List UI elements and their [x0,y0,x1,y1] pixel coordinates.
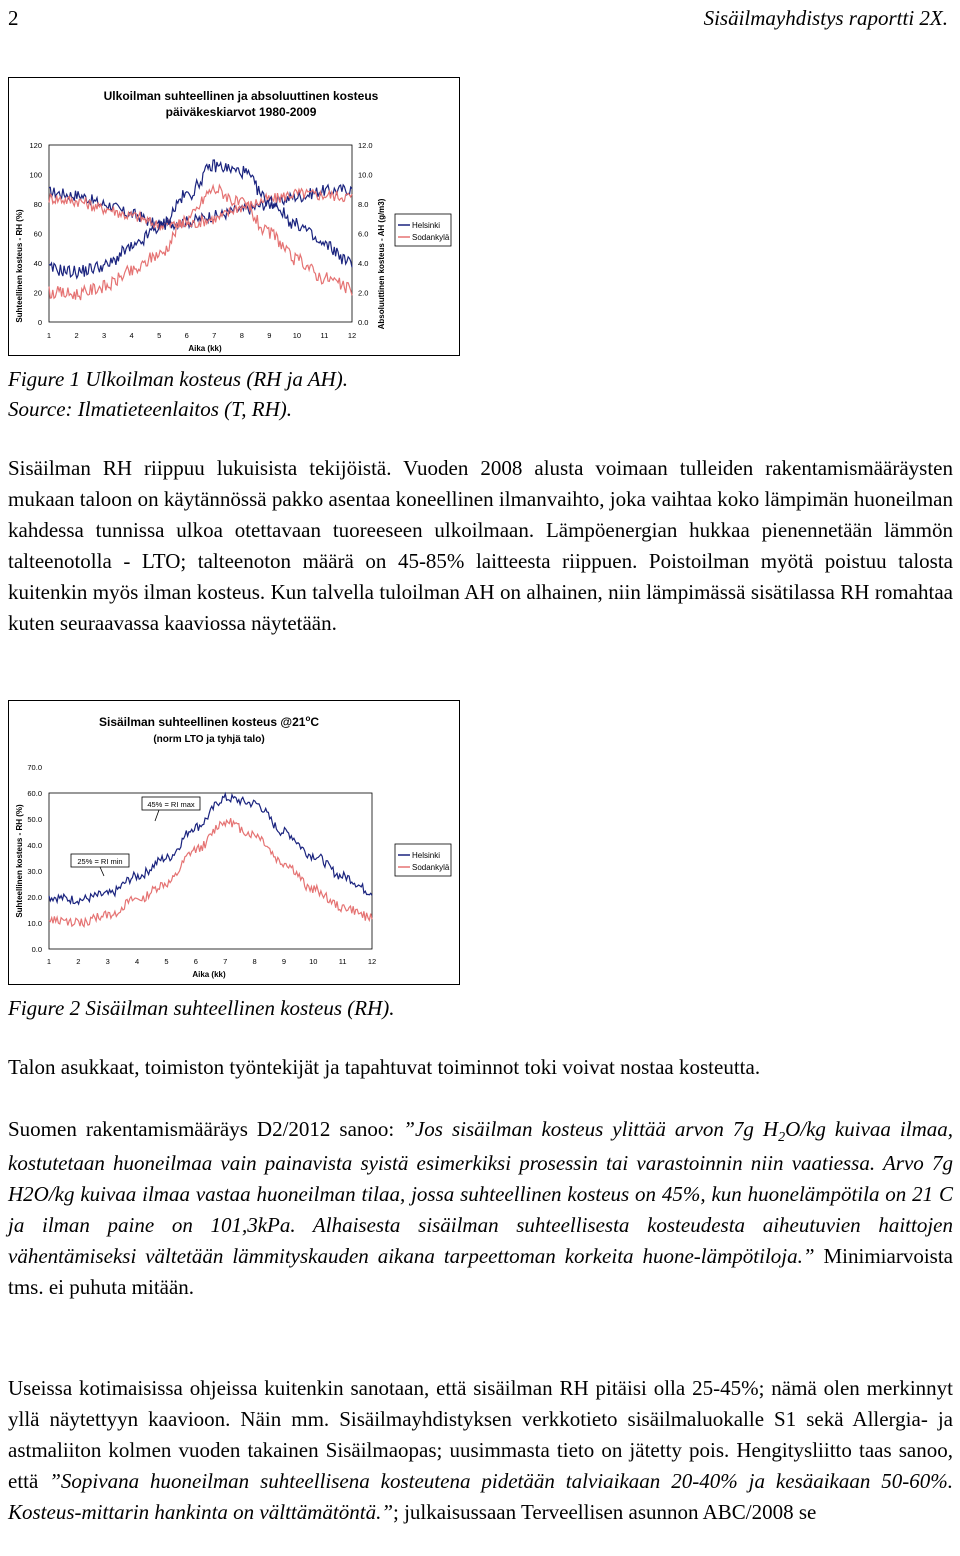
chart1-rh-line-1 [49,189,352,231]
figure2-caption: Figure 2 Sisäilman suhteellinen kosteus (RH). [8,996,395,1020]
annotation-rh-max [142,797,200,821]
chart1-y2tick-4.0: 4.0 [358,259,369,268]
paragraph-4-quote: ”Sopivana huoneilman suhteellisena kosteutena pidetään talviaikaan 20-40% ja kesäaikaan 50-60%. Kosteus-mittarin hankinta on välttämätöntä.” [8,1469,954,1524]
chart1-y2tick-8.0: 8.0 [358,200,369,209]
chart2-ytick-50.0: 50.0 [27,815,42,824]
chart2-xtick-1: 1 [46,957,52,966]
chart1-ytick-40: 40 [33,259,42,268]
chart1-xtick-10: 10 [292,331,302,340]
chart2-ytick-60.0: 60.0 [27,789,42,798]
chart1-legend [395,214,451,246]
chart2-rh-line-0 [49,794,372,904]
svg-text:25% = RI min: 25% = RI min [77,857,123,866]
chart1-xtick-2: 2 [74,331,79,340]
chart1-ytick-20: 20 [33,288,42,298]
chart2-ytick-10.0: 10.0 [27,919,42,928]
paragraph-3 [8,1114,953,1303]
chart1-svg [9,78,459,355]
chart1-xtick-9: 9 [267,331,272,340]
paragraph-3-intro: Suomen rakentamismääräys D2/2012 sanoo: [8,1117,404,1141]
chart-indoor-humidity [8,700,460,985]
chart2-xtick-4: 4 [135,957,140,966]
chart1-xtick-4: 4 [129,331,134,340]
chart1-legend-helsinki: Helsinki [412,221,441,230]
chart2-xtick-10: 10 [309,957,318,966]
chart1-y2tick-2.0: 2.0 [358,288,369,298]
chart1-ytick-80: 80 [33,200,42,209]
report-title: Sisäilmayhdistys raportti 2X. [703,6,948,30]
chart2-rh-line-1 [49,818,372,926]
chart2-xtick-7: 7 [223,957,228,966]
chart2-legend-helsinki: Helsinki [412,851,441,860]
chart1-y-axis-label: Suhteellinen kosteus - RH (%) [15,209,24,323]
chart2-xtick-3: 3 [105,957,110,966]
chart2-title: Sisäilman suhteellinen kosteus @21$^o$C [98,714,320,729]
figure1-caption-line1: Figure 1 Ulkoilman kosteus (RH ja AH). [8,367,349,391]
chart2-subtitle: (norm LTO ja tyhjä talo) [153,734,265,745]
paragraph-4 [8,1373,953,1528]
chart1-xtick-7: 7 [212,331,217,340]
page-number: 2 [8,6,19,30]
chart2-legend [395,844,451,876]
chart2-ytick-0.0: 0.0 [31,945,42,954]
svg-text:45% = RI max: 45% = RI max [147,800,195,809]
chart2-xtick-2: 2 [76,957,81,966]
chart2-ytick-30.0: 30.0 [27,867,42,876]
chart1-xtick-3: 3 [102,331,107,340]
annotation-rh-min [71,854,129,876]
chart1-ytick-0: 0 [37,318,42,327]
chart2-xtick-5: 5 [164,957,169,966]
paragraph-1: Sisäilman RH riippuu lukuisista tekijöistä. Vuoden 2008 alusta voimaan tulleiden rakentamismääräysten mukaan taloon on käytännössä pakko asentaa koneellinen ilmanvaihto, joka vaihtaa koko lämpimän huoneilman kahdessa tunnissa ulkoa otettavaan tuoreeseen ulkoilmaan. Lämpöenergian hukkaa pienennetään lämmön talteenotolla - LTO; talteenoton määrä on 45-85% laitteesta riippuen. Poistoilman myötä poistuu talosta kuitenkin myös ilman kosteus. Kun talvella tuloilman AH on alhainen, niin lämpimässä sisätilassa RH romahtaa kuten seuraavassa kaaviossa näytetään. [8,456,953,635]
chart1-xtick-8: 8 [239,331,244,340]
chart1-y2tick-10.0: 10.0 [358,170,373,180]
chart1-y2tick-6.0: 6.0 [358,229,369,239]
chart1-y2tick-0.0: 0.0 [358,318,369,327]
page-header [8,6,948,36]
chart2-x-axis-label: Aika (kk) [192,970,226,979]
chart1-xtick-11: 11 [320,331,329,340]
chart1-ah-line-1 [49,185,352,300]
chart2-y-axis-label: Suhteellinen kosteus - RH (%) [15,804,24,918]
paragraph-4-intro: Useissa kotimaisissa ohjeissa kuitenkin sanotaan, että sisäilman RH pitäisi olla 25-45%; nämä olen merkinnyt yllä näytettyyn kaavioon. Näin mm. Sisäilmayhdistyksen verkkotieto sisäilmaluokalle S1 sekä Allergia- ja astmaliiton kolmen vuoden takainen Sisäilmaopas; uusimmasta tieto on jätetty pois. Hengitysliitto taas sanoo, että [8,1376,953,1493]
paragraph-3-quote: O/kg kuivaa ilmaa, kostutetaan huoneilmaa vain painavista syistä esimerkiksi prosessin tai varastoinnin niin vaatiessa. Arvo 7g H2O/kg kuivaa ilmaa vastaa huoneilman tilaa, jossa suhteellinen kosteus on 45%, kun huonelämpötila on 21 C ja ilman paine on 101,3kPa. Alhaisesta sisäilman suhteellisesta kosteudesta aiheutuvien haittojen vähentämiseksi vältetään lämmityskauden aikana tarpeettoman korkeita huone-lämpötiloja.” [8,1117,953,1268]
chart2-xtick-12: 12 [367,957,377,966]
chart1-xtick-12: 12 [347,331,357,340]
chart1-plot-area [29,141,372,340]
chart2-xtick-9: 9 [281,957,286,966]
chart-outdoor-humidity [8,77,460,356]
paragraph-2: Talon asukkaat, toimiston työntekijät ja tapahtuvat toiminnot toki voivat nostaa kosteutta. [8,1055,761,1079]
chart2-xtick-11: 11 [338,957,347,966]
chart1-x-axis-label: Aika (kk) [188,344,222,353]
chart1-legend-sodankyla: Sodankylä [412,233,450,242]
chart2-xtick-8: 8 [252,957,257,966]
chart1-ytick-100: 100 [29,170,42,180]
chart1-ytick-60: 60 [33,229,42,239]
chart2-svg [9,701,459,984]
chart1-y2tick-12.0: 12.0 [358,141,373,150]
chart1-y2-axis-label: Absoluuttinen kosteus - AH (g/m3) [377,198,386,330]
chart2-xtick-6: 6 [193,957,198,966]
chart2-legend-sodankyla: Sodankylä [412,863,450,872]
figure1-caption-line2: Source: Ilmatieteenlaitos (T, RH). [8,397,293,421]
chart1-xtick-6: 6 [184,331,189,340]
paragraph-4-tail: ; julkaisussaan Terveellisen asunnon ABC/2008 se [393,1500,817,1524]
chart1-ytick-120: 120 [29,141,42,150]
chart2-ytick-70.0: 70.0 [27,763,42,772]
paragraph-3-tail: Minimiarvoista tms. ei puhuta mitään. [8,1244,953,1299]
paragraph-3-subscript: 2 [778,1130,786,1145]
chart1-xtick-1: 1 [46,331,52,340]
figure1-caption [8,364,348,424]
chart1-title-line1: Ulkoilman suhteellinen ja absoluuttinen kosteus [103,89,379,103]
chart1-xtick-5: 5 [157,331,162,340]
chart2-ytick-40.0: 40.0 [27,841,42,850]
chart1-title-line2: päiväkeskiarvot 1980-2009 [165,105,317,119]
chart2-ytick-20.0: 20.0 [27,893,42,902]
paragraph-3-quote-start: ”Jos sisäilman kosteus ylittää arvon 7g H [403,1117,779,1141]
